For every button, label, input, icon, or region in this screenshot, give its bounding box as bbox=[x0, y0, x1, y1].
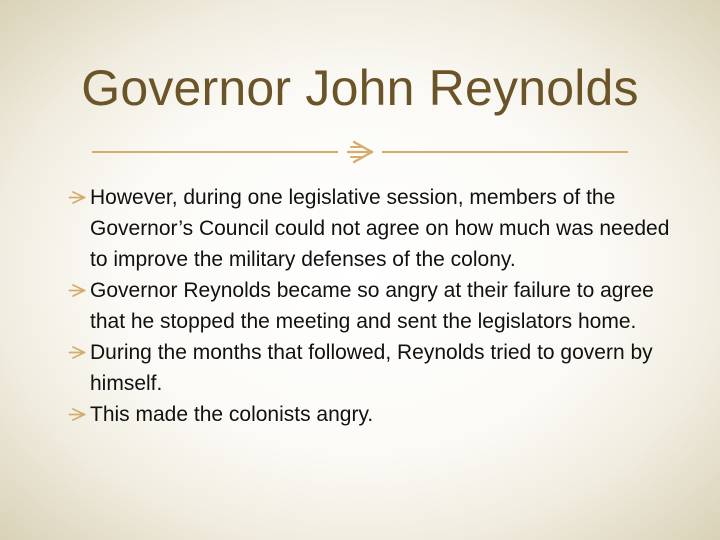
bullet-list bbox=[70, 182, 670, 430]
bullet-item bbox=[70, 275, 670, 337]
title-divider bbox=[92, 136, 628, 168]
bullet-item bbox=[70, 399, 670, 430]
bullet-item bbox=[70, 337, 670, 399]
divider-line-right bbox=[382, 151, 628, 153]
bullet-text: This made the colonists angry. bbox=[90, 403, 374, 426]
divider-line-left bbox=[92, 151, 338, 153]
slide-title: Governor John Reynolds bbox=[81, 60, 639, 116]
bullet-text: Governor Reynolds became so angry at their failure to agree that he stopped the meeting and sent the legislators home. bbox=[90, 279, 654, 333]
bullet-lines-icon bbox=[68, 190, 86, 205]
bullet-text: However, during one legislative session, members of the Governor’s Council could not agree on how much was needed to improve the military defenses of the colony. bbox=[90, 186, 670, 271]
bullet-item bbox=[70, 182, 670, 275]
bullet-lines-icon bbox=[68, 345, 86, 360]
bullet-lines-icon bbox=[68, 283, 86, 298]
bullet-lines-icon bbox=[68, 407, 86, 422]
bullet-text: During the months that followed, Reynolds tried to govern by himself. bbox=[90, 341, 653, 395]
bullet-lines-icon bbox=[346, 139, 374, 165]
